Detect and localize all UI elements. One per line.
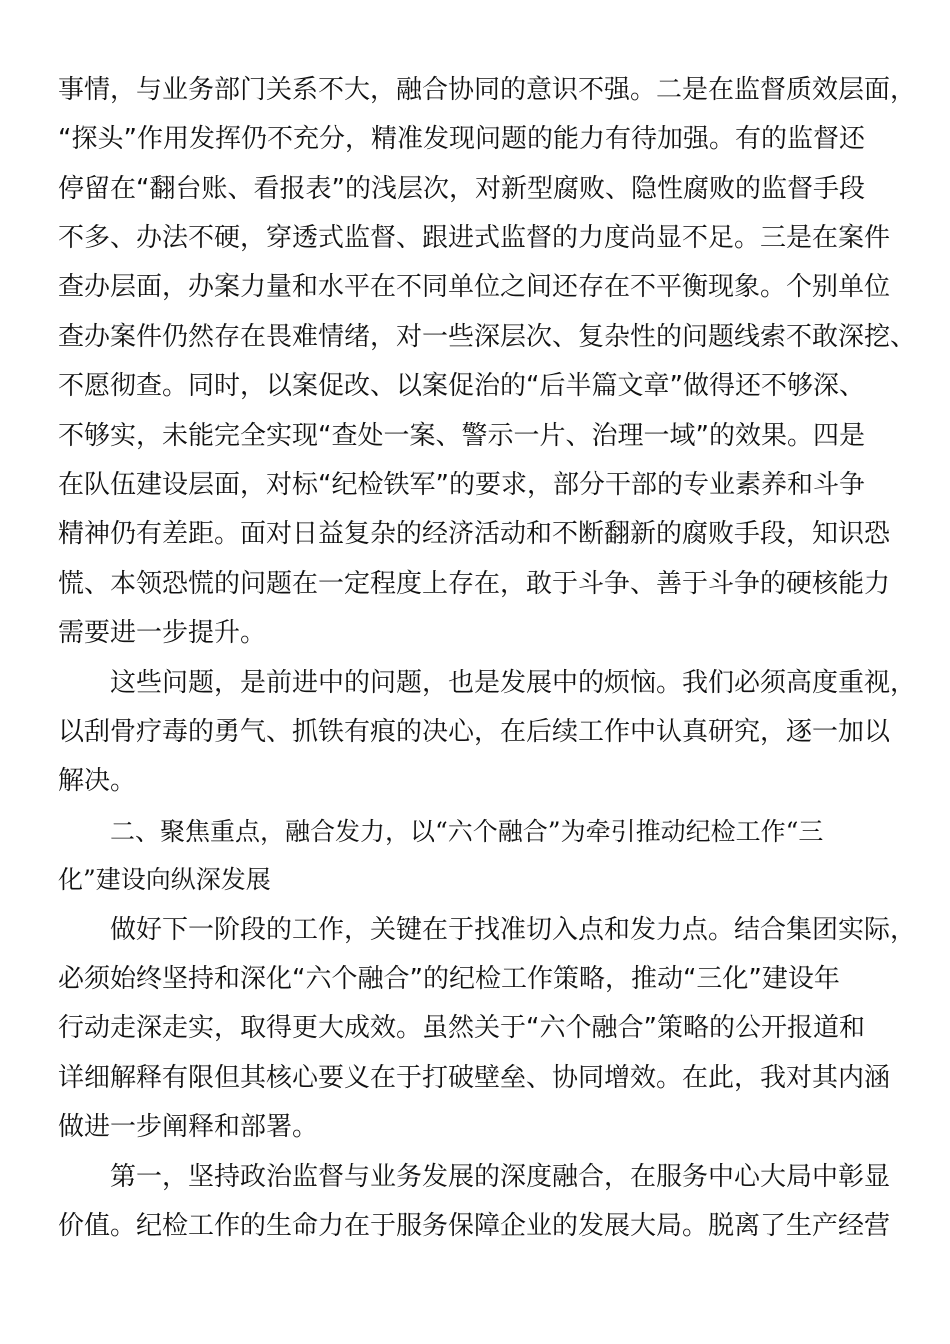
text-line: 必须始终坚持和深化“六个融合”的纪检工作策略，推动“三化”建设年 <box>58 964 840 994</box>
text-line: 不多、办法不硬，穿透式监督、跟进式监督的力度尚显不足。三是在案件 <box>58 223 891 253</box>
text-line: “探头”作用发挥仍不充分，精准发现问题的能力有待加强。有的监督还 <box>58 124 865 154</box>
section-heading: 二、聚焦重点，融合发力，以“六个融合”为牵引推动纪检工作“三 <box>110 817 824 846</box>
text-line: 事情，与业务部门关系不大，融合协同的意识不强。二是在监督质效层面， <box>58 75 917 105</box>
text-line: 不够实，未能完全实现“查处一案、警示一片、治理一域”的效果。四是 <box>58 421 865 451</box>
text-line: 不愿彻查。同时，以案促改、以案促治的“后半篇文章”做得还不够深、 <box>58 371 865 401</box>
text-line: 价值。纪检工作的生命力在于服务保障企业的发展大局。脱离了生产经营 <box>58 1211 891 1241</box>
paragraph-start-line: 这些问题，是前进中的问题，也是发展中的烦恼。我们必须高度重视， <box>110 668 917 698</box>
text-line: 做进一步阐释和部署。 <box>58 1112 319 1142</box>
text-line: 停留在“翻台账、看报表”的浅层次，对新型腐败、隐性腐败的监督手段 <box>58 174 865 204</box>
text-line: 查办层面，办案力量和水平在不同单位之间还存在不平衡现象。个别单位 <box>58 272 891 302</box>
text-line: 行动走深走实，取得更大成效。虽然关于“六个融合”策略的公开报道和 <box>58 1013 865 1043</box>
section-heading-continued: 化”建设向纵深发展 <box>58 865 271 894</box>
text-line: 精神仍有差距。面对日益复杂的经济活动和不断翻新的腐败手段，知识恐 <box>58 519 891 549</box>
text-line: 慌、本领恐慌的问题在一定程度上存在，敢于斗争、善于斗争的硬核能力 <box>58 569 891 599</box>
paragraph-start-line: 做好下一阶段的工作，关键在于找准切入点和发力点。结合集团实际， <box>110 915 917 945</box>
text-line: 以刮骨疗毒的勇气、抓铁有痕的决心，在后续工作中认真研究，逐一加以 <box>58 717 891 747</box>
paragraph-start-line: 第一，坚持政治监督与业务发展的深度融合，在服务中心大局中彰显 <box>110 1162 891 1192</box>
text-line: 详细解释有限但其核心要义在于打破壁垒、协同增效。在此，我对其内涵 <box>58 1063 891 1093</box>
text-line: 查办案件仍然存在畏难情绪，对一些深层次、复杂性的问题线索不敢深挖、 <box>58 322 917 352</box>
text-line: 解决。 <box>58 766 137 796</box>
text-line: 在队伍建设层面，对标“纪检铁军”的要求，部分干部的专业素养和斗争 <box>58 470 865 500</box>
text-line: 需要进一步提升。 <box>58 618 267 648</box>
